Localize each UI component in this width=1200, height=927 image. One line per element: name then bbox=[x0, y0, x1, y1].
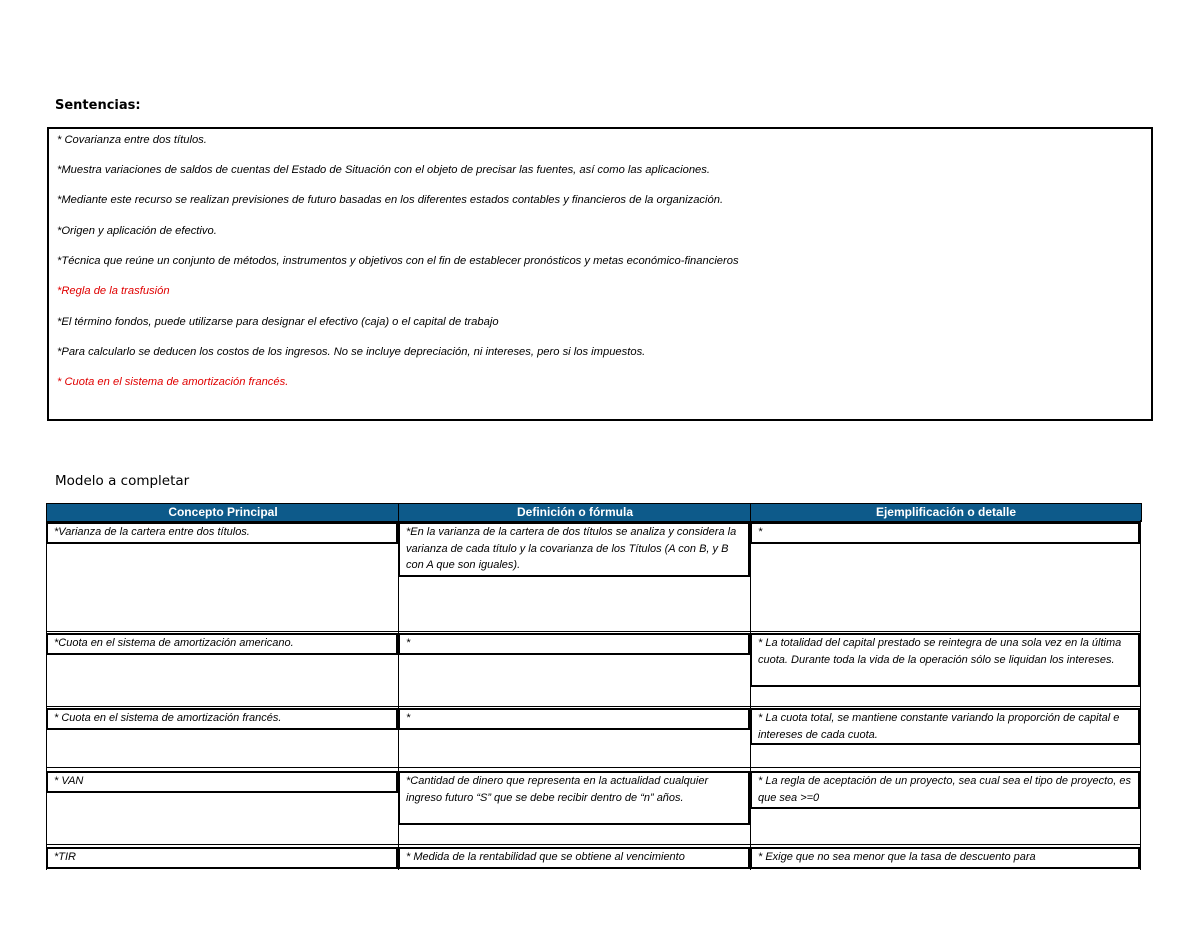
row1-definition: *En la varianza de la cartera de dos títulos se analiza y considera la varianza de cada título y la covarianza de los Títulos (A con B, y B con A que son iguales). bbox=[398, 522, 750, 577]
sentence-item: *Mediante este recurso se realizan previsiones de futuro basadas en los diferentes estados contables y financieros de la organización. bbox=[57, 194, 724, 206]
row3-spacer bbox=[750, 745, 1140, 768]
sentences-box bbox=[47, 127, 1153, 421]
row3-example: * La cuota total, se mantiene constante variando la proporción de capital e intereses de cada cuota. bbox=[750, 708, 1140, 745]
sentence-item: *Para calcularlo se deducen los costos de los ingresos. No se incluye depreciación, ni intereses, pero si los impuestos. bbox=[57, 346, 646, 358]
row2-example: * La totalidad del capital prestado se reintegra de una sola vez en la última cuota. Durante toda la vida de la operación sólo se liquidan los intereses. bbox=[750, 633, 1140, 687]
row3-spacer bbox=[398, 730, 750, 768]
row5-example: * Exige que no sea menor que la tasa de descuento para bbox=[750, 847, 1140, 869]
row1-example: * bbox=[750, 522, 1140, 544]
row2-spacer bbox=[46, 655, 398, 707]
row4-definition: *Cantidad de dinero que representa en la actualidad cualquier ingreso futuro “S” que se debe recibir dentro de “n” años. bbox=[398, 771, 750, 825]
row2-spacer bbox=[750, 687, 1140, 707]
row3-concept: * Cuota en el sistema de amortización francés. bbox=[46, 708, 398, 730]
row1-spacer bbox=[398, 577, 750, 632]
sentence-item: *Origen y aplicación de efectivo. bbox=[57, 225, 217, 237]
sentence-item: * Cuota en el sistema de amortización francés. bbox=[57, 376, 289, 388]
header-definicion: Definición o fórmula bbox=[398, 503, 752, 522]
table-border-right bbox=[1140, 520, 1141, 870]
row3-definition: * bbox=[398, 708, 750, 730]
row4-spacer bbox=[750, 809, 1140, 845]
row2-concept: *Cuota en el sistema de amortización americano. bbox=[46, 633, 398, 655]
row3-spacer bbox=[46, 730, 398, 768]
sentence-item: *Técnica que reúne un conjunto de métodos, instrumentos y objetivos con el fin de establecer pronósticos y metas económico-financieros bbox=[57, 255, 739, 267]
sentence-item: *El término fondos, puede utilizarse para designar el efectivo (caja) o el capital de trabajo bbox=[57, 316, 499, 328]
row5-concept: *TIR bbox=[46, 847, 398, 869]
row5-definition: * Medida de la rentabilidad que se obtiene al vencimiento bbox=[398, 847, 750, 869]
row1-spacer bbox=[46, 544, 398, 632]
row4-example: * La regla de aceptación de un proyecto, sea cual sea el tipo de proyecto, es que sea >=0 bbox=[750, 771, 1140, 809]
row4-spacer bbox=[46, 793, 398, 845]
row1-spacer bbox=[750, 544, 1140, 632]
row1-concept: *Varianza de la cartera entre dos títulos. bbox=[46, 522, 398, 544]
row4-concept: * VAN bbox=[46, 771, 398, 793]
model-title: Modelo a completar bbox=[55, 473, 190, 489]
row4-spacer bbox=[398, 825, 750, 845]
header-ejemplificacion: Ejemplificación o detalle bbox=[750, 503, 1142, 522]
sentence-item: *Regla de la trasfusión bbox=[57, 285, 170, 297]
row2-definition: * bbox=[398, 633, 750, 655]
sentences-title: Sentencias: bbox=[55, 98, 141, 113]
sentence-item: * Covarianza entre dos títulos. bbox=[57, 134, 207, 146]
row2-spacer bbox=[398, 655, 750, 707]
header-concepto: Concepto Principal bbox=[46, 503, 400, 522]
sentence-item: *Muestra variaciones de saldos de cuentas del Estado de Situación con el objeto de precisar las fuentes, así como las aplicaciones. bbox=[57, 164, 710, 176]
